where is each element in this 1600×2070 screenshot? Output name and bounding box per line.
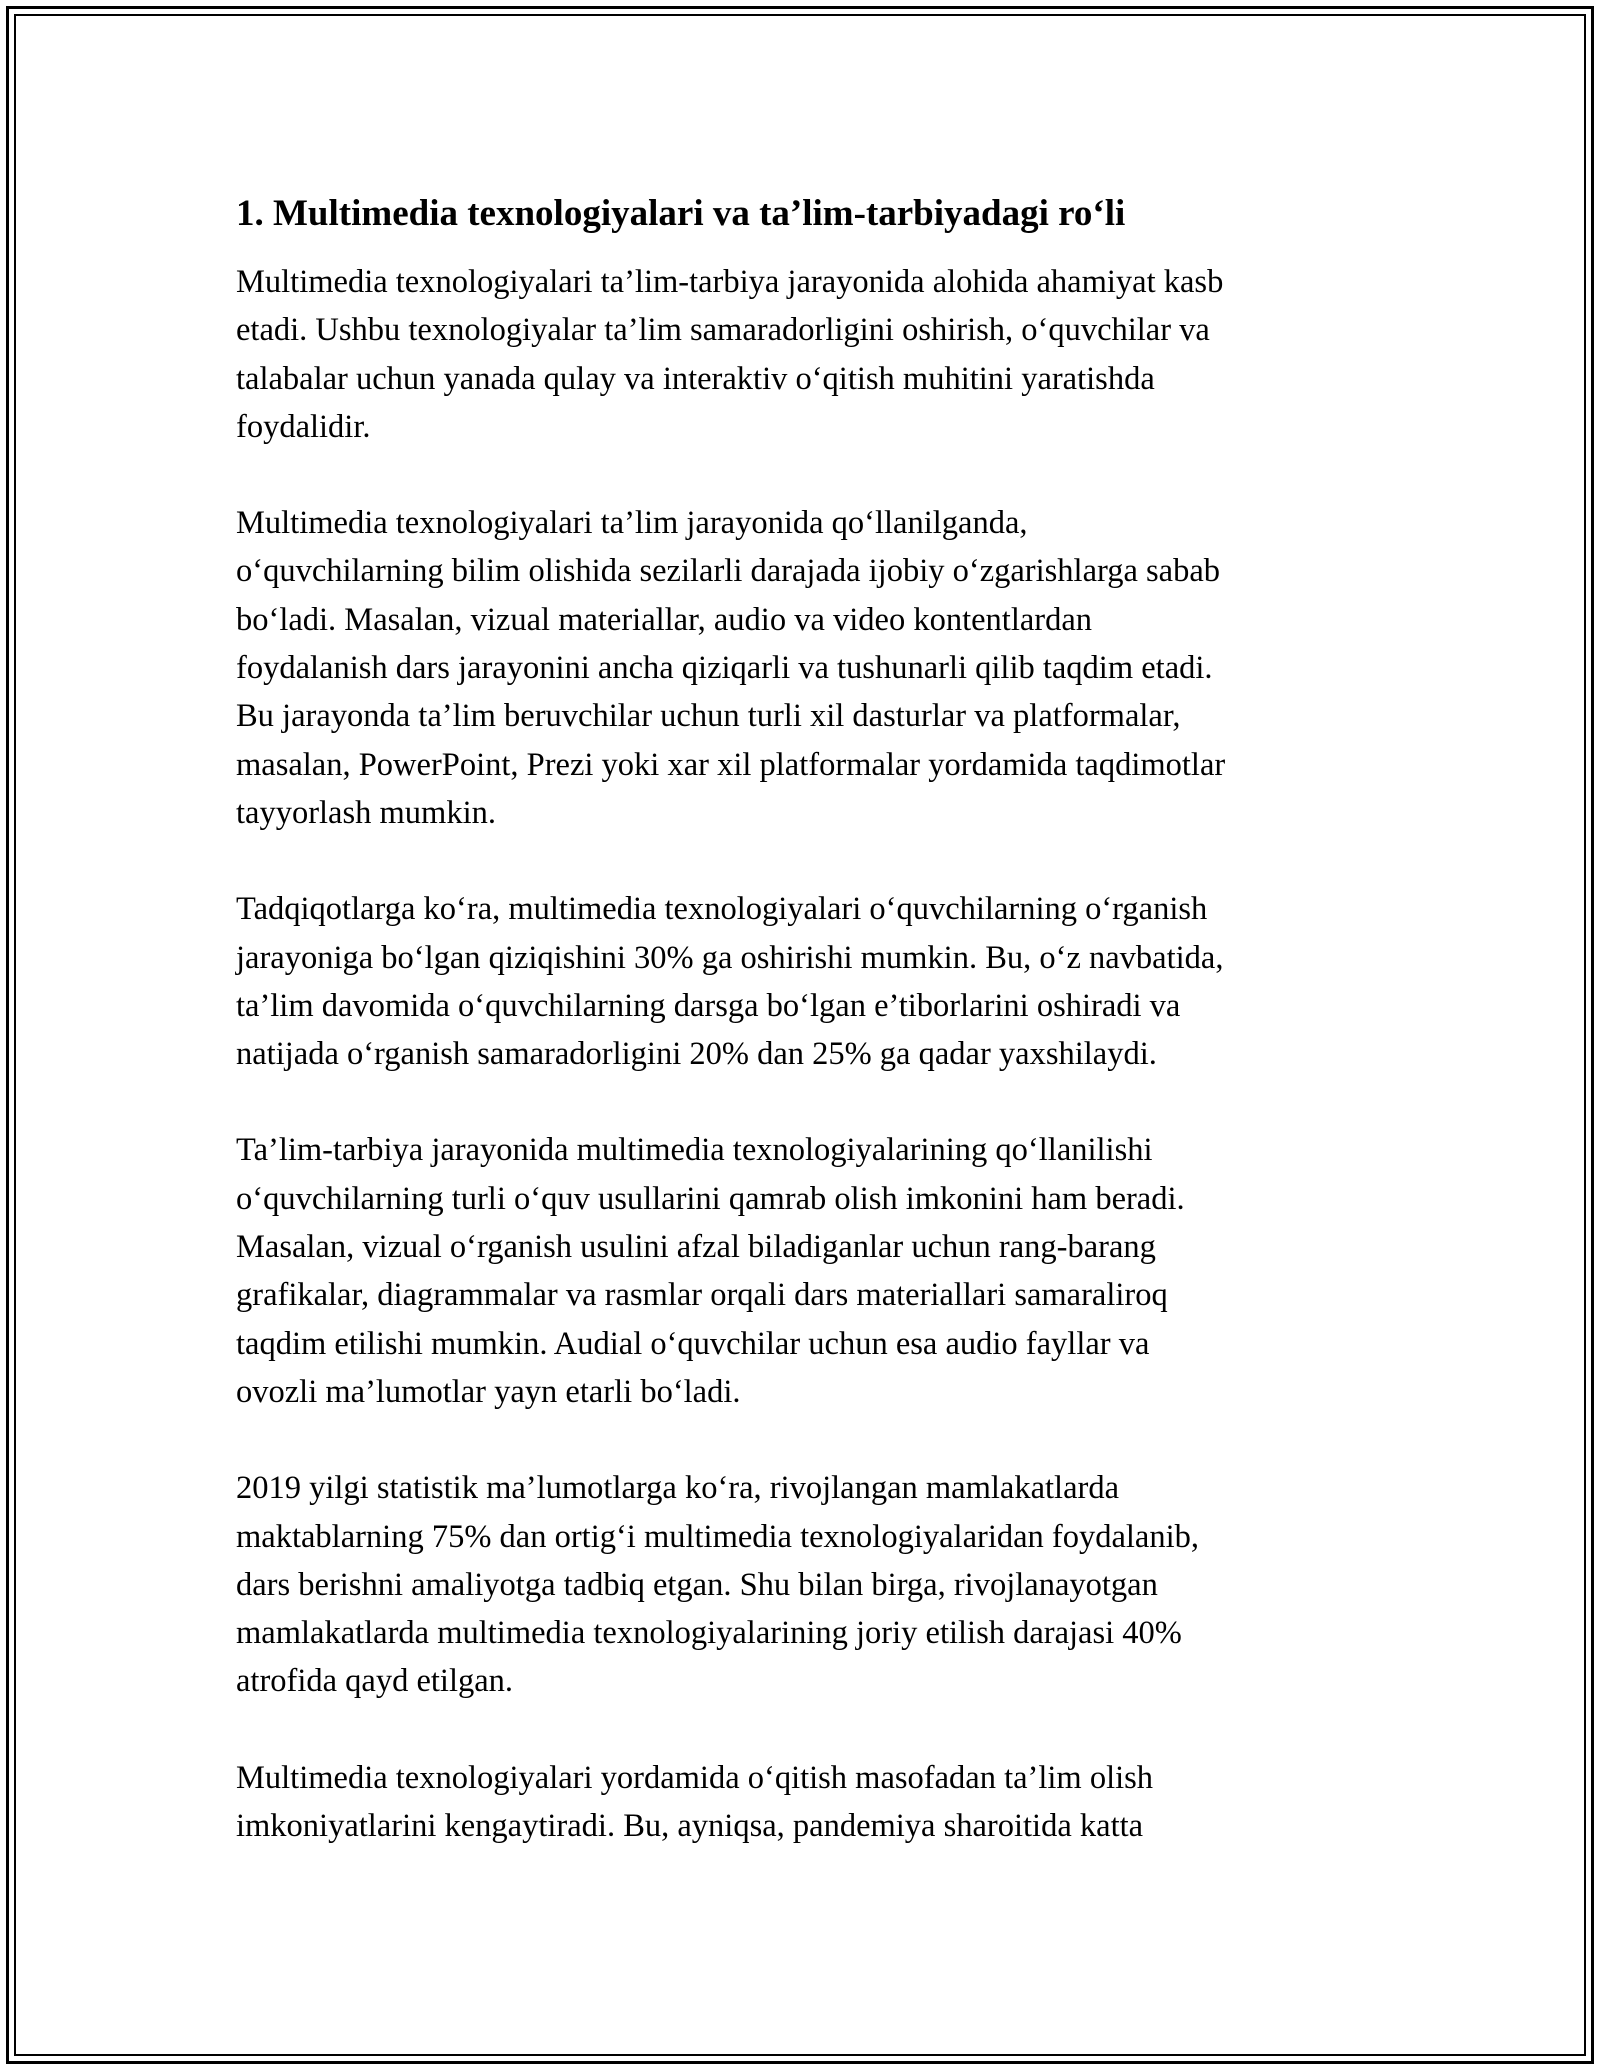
text-line: ovozli ma’lumotlar yayn etarli bo‘ladi. (236, 1373, 741, 1410)
text-line: maktablarning 75% dan ortig‘i multimedia texnologiyalaridan foydalanib, (236, 1518, 1200, 1555)
paragraph (236, 1126, 1366, 1416)
text-line: taqdim etilishi mumkin. Audial o‘quvchilar uchun esa audio fayllar va (236, 1325, 1150, 1362)
text-line: natijada o‘rganish samaradorligini 20% dan 25% ga qadar yaxshilaydi. (236, 1036, 1157, 1073)
text-line: foydalanish dars jarayonini ancha qiziqarli va tushunarli qilib taqdim etadi. (236, 650, 1213, 687)
paragraph (236, 258, 1366, 451)
text-line: Multimedia texnologiyalari yordamida o‘qitish masofadan ta’lim olish (236, 1759, 1154, 1796)
text-line: o‘quvchilarning bilim olishida sezilarli darajada ijobiy o‘zgarishlarga sabab (236, 553, 1221, 590)
text-line: Multimedia texnologiyalari ta’lim-tarbiya jarayonida alohida ahamiyat kasb (236, 264, 1224, 300)
text-line: o‘quvchilarning turli o‘quv usullarini qamrab olish imkonini ham beradi. (236, 1180, 1185, 1217)
paragraph (236, 1754, 1366, 1851)
text-line: Ta’lim-tarbiya jarayonida multimedia texnologiyalarining qo‘llanilishi (236, 1132, 1153, 1169)
paragraph (236, 885, 1366, 1078)
text-line: Masalan, vizual o‘rganish usulini afzal biladiganlar uchun rang-barang (236, 1229, 1156, 1266)
text-line: dars berishni amaliyotga tadbiq etgan. Shu bilan birga, rivojlanayotgan (236, 1566, 1158, 1603)
text-line: ta’lim davomida o‘quvchilarning darsga bo‘lgan e’tiborlarini oshiradi va (236, 987, 1181, 1024)
text-line: bo‘ladi. Masalan, vizual materiallar, audio va video kontentlardan (236, 601, 1093, 638)
text-line: masalan, PowerPoint, Prezi yoki xar xil platformalar yordamida taqdimotlar (236, 746, 1226, 783)
text-line: Tadqiqotlarga ko‘ra, multimedia texnologiyalari o‘quvchilarning o‘rganish (236, 891, 1208, 928)
text-line: mamlakatlarda multimedia texnologiyalarining joriy etilish darajasi 40% (236, 1615, 1182, 1652)
document-body (236, 186, 1366, 1898)
text-line: foydalidir. (236, 408, 371, 445)
text-line: tayyorlash mumkin. (236, 794, 496, 831)
text-line: 2019 yilgi statistik ma’lumotlarga ko‘ra, rivojlangan mamlakatlarda (236, 1470, 1119, 1507)
paragraph (236, 1464, 1366, 1705)
text-line: imkoniyatlarini kengaytiradi. Bu, ayniqsa, pandemiya sharoitida katta (236, 1808, 1144, 1845)
paragraph (236, 499, 1366, 837)
text-line: Bu jarayonda ta’lim beruvchilar uchun turli xil dasturlar va platformalar, (236, 698, 1181, 735)
text-line: etadi. Ushbu texnologiyalar ta’lim samaradorligini oshirish, o‘quvchilar va (236, 312, 1210, 349)
text-line: Multimedia texnologiyalari ta’lim jarayonida qo‘llanilganda, (236, 505, 1028, 542)
text-line: grafikalar, diagrammalar va rasmlar orqali dars materiallari samaraliroq (236, 1277, 1168, 1314)
section-heading: 1. Multimedia texnologiyalari va ta’lim-tarbiyadagi ro‘li (236, 193, 1126, 234)
text-line: jarayoniga bo‘lgan qiziqishini 30% ga oshirishi mumkin. Bu, o‘z navbatida, (236, 939, 1224, 976)
text-line: atrofida qayd etilgan. (236, 1663, 514, 1700)
text-line: talabalar uchun yanada qulay va interaktiv o‘qitish muhitini yaratishda (236, 360, 1155, 397)
